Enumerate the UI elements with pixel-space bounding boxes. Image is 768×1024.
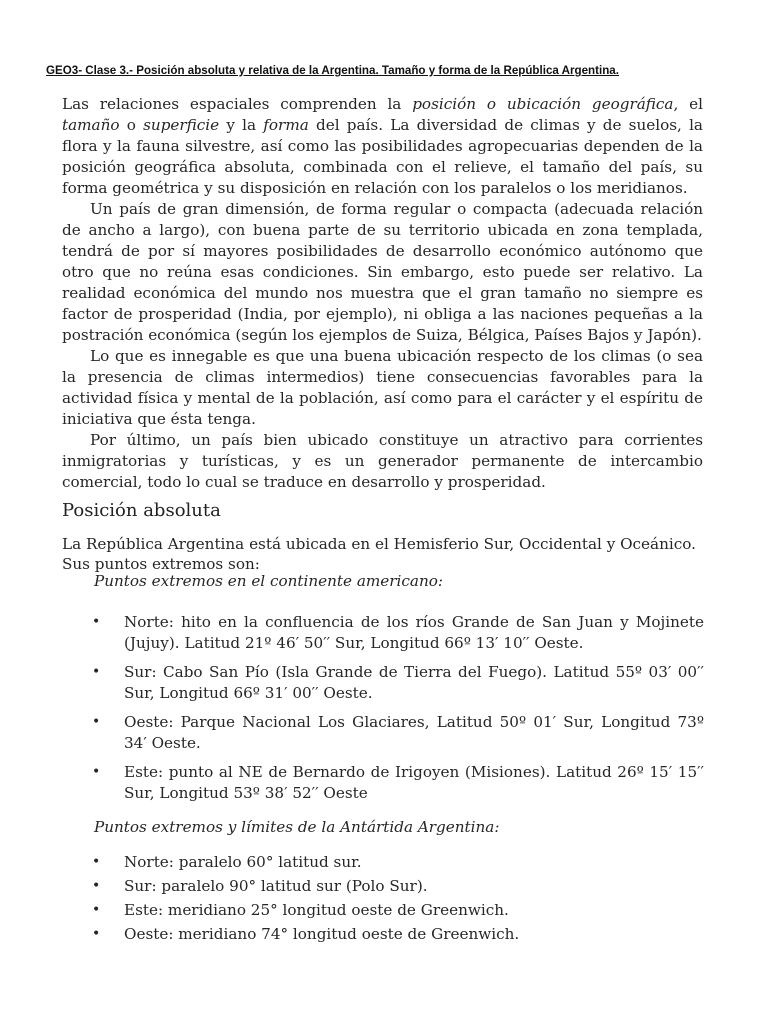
list-item-text: Oeste: Parque Nacional Los Glaciares, Latitud 50º 01′ Sur, Longitud 73º 34′ Oeste. [124,713,704,752]
text-run: , el [673,95,703,113]
document-header: GEO3- Clase 3.- Posición absoluta y relativa de la Argentina. Tamaño y forma de la República Argentina. [46,64,619,77]
text-run: y la [219,116,264,134]
bullet-icon: • [92,664,101,680]
paragraph-4: Por último, un país bien ubicado constituye un atractivo para corrientes inmigratorias y turísticas, y es un generador permanente de intercambio comercial, todo lo cual se traduce en desarrollo y prosperidad. [62,431,703,491]
list-item [92,762,704,804]
paragraph-2: Un país de gran dimensión, de forma regular o compacta (adecuada relación de ancho a largo), con buena parte de su territorio ubicada en zona templada, tendrá de por sí mayores posibilidades de desarrollo económico autónomo que otro que no reúna esas condiciones. Sin embargo, esto puede ser relativo. La realidad económica del mundo nos muestra que el gran tamaño no siempre es factor de prosperidad (India, por ejemplo), ni obliga a las naciones pequeñas a la postración económica (según los ejemplos de Suiza, Bélgica, Países Bajos y Japón). [62,200,703,344]
list-item [92,876,704,897]
italic-term: superficie [143,116,220,134]
bullet-icon: • [92,854,101,870]
list-item-text: Sur: Cabo San Pío (Isla Grande de Tierra del Fuego). Latitud 55º 03′ 00′′ Sur, Longitud 66º 31′ 00′′ Oeste. [124,663,704,702]
antarctic-points-list [92,852,704,945]
bullet-icon: • [92,878,101,894]
list-item [92,612,704,654]
antarctic-heading: Puntos extremos y límites de la Antártida Argentina: [94,818,500,836]
list-item-text: Oeste: meridiano 74° longitud oeste de Greenwich. [124,925,520,943]
list-item-text: Sur: paralelo 90° latitud sur (Polo Sur). [124,877,428,895]
continent-points-list [92,612,704,804]
bullet-icon: • [92,926,101,942]
list-item [92,900,704,921]
list-item-text: Norte: paralelo 60° latitud sur. [124,853,362,871]
text-run: o [119,116,144,134]
bullet-icon: • [92,764,101,780]
list-item [92,924,704,945]
bullet-icon: • [92,614,101,630]
list-item [92,662,704,704]
section-title: Posición absoluta [62,500,221,521]
list-item-text: Norte: hito en la confluencia de los ríos Grande de San Juan y Mojinete (Jujuy). Latitud 21º 46′ 50′′ Sur, Longitud 66º 13′ 10′′ Oeste. [124,613,704,652]
paragraph-3: Lo que es innegable es que una buena ubicación respecto de los climas (o sea la presencia de climas intermedios) tiene consecuencias favorables para la actividad física y mental de la población, así como para el carácter y el espíritu de iniciativa que ésta tenga. [62,347,703,428]
bullet-icon: • [92,714,101,730]
italic-term: tamaño [62,116,120,134]
italic-term: posición o ubicación geográfica [412,95,674,113]
list-item [92,712,704,754]
list-item [92,852,704,873]
intro-text [62,94,703,493]
list-item-text: Este: meridiano 25° longitud oeste de Greenwich. [124,901,509,919]
text-run: Las relaciones espaciales comprenden la [62,95,413,113]
italic-term: forma [263,116,309,134]
text-run: del país. La diversidad de climas y de suelos, la flora y la fauna silvestre, así como las posibilidades agropecuarias dependen de la posición geográfica absoluta, combinada con el relieve, el tamaño del país, su forma geométrica y su disposición en relación con los paralelos o los meridianos. [62,116,703,197]
bullet-icon: • [92,902,101,918]
continent-heading: Puntos extremos en el continente americano: [94,572,444,590]
list-item-text: Este: punto al NE de Bernardo de Irigoyen (Misiones). Latitud 26º 15′ 15′′ Sur, Longitud 53º 38′ 52′′ Oeste [124,763,704,802]
section-intro: La República Argentina está ubicada en el Hemisferio Sur, Occidental y Oceánico. Sus puntos extremos son: [62,535,696,573]
paragraph-1 [62,94,703,199]
